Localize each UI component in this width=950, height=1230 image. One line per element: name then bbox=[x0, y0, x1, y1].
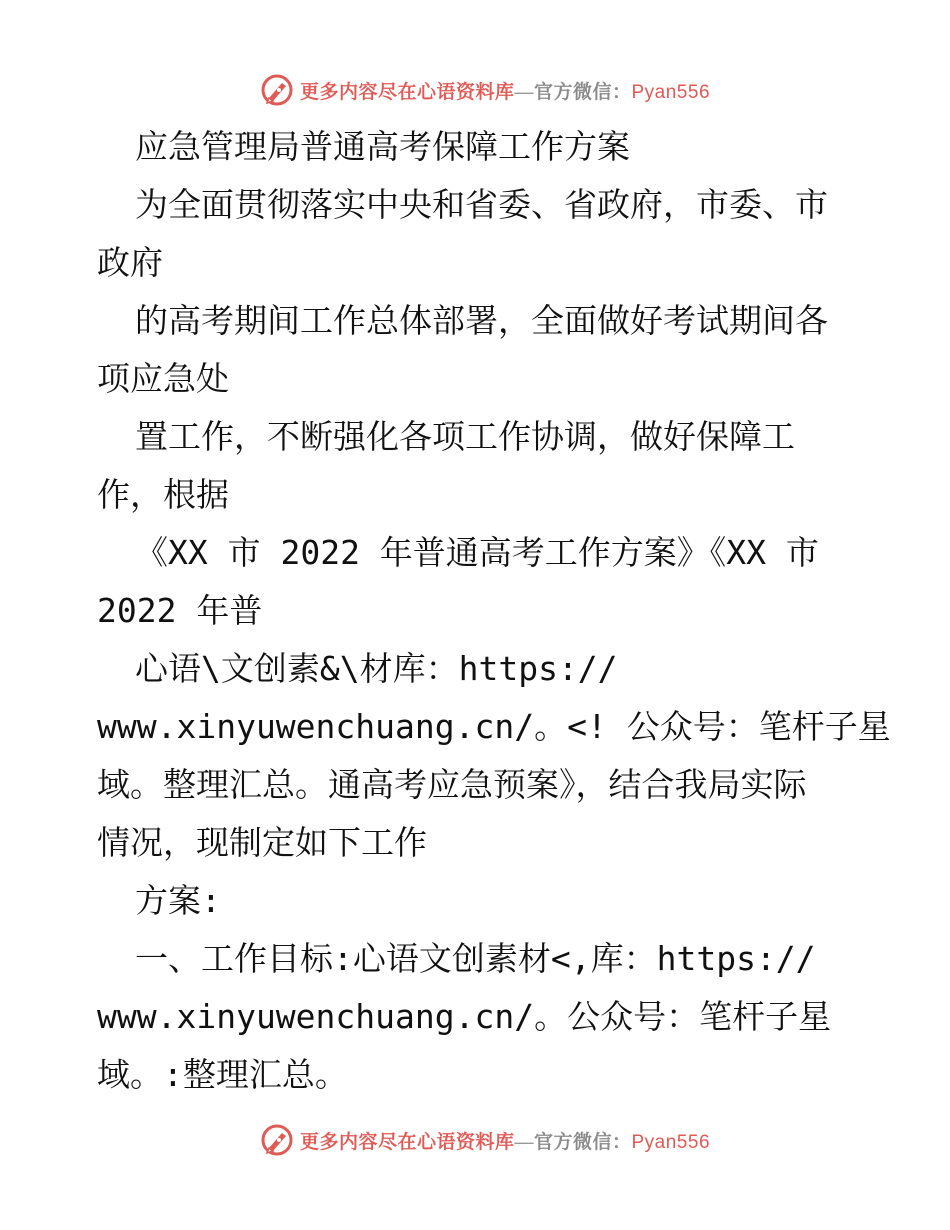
doc-line: 一、工作目标:心语文创素材<,库：https:// bbox=[135, 939, 816, 978]
header-banner-id: Pyan556 bbox=[631, 81, 711, 103]
doc-line: 域。:整理汇总。 bbox=[97, 1055, 348, 1094]
doc-line: 的高考期间工作总体部署，全面做好考试期间各 bbox=[135, 301, 828, 340]
doc-line: www.xinyuwenchuang.cn/。公众号：笔杆子星 bbox=[97, 997, 832, 1036]
header-banner-main: 更多内容尽在心语资料库 bbox=[299, 81, 515, 103]
pen-logo-icon bbox=[260, 73, 294, 107]
doc-line: 政府 bbox=[97, 243, 163, 282]
document-body bbox=[97, 118, 891, 1104]
header-banner-text bbox=[300, 77, 710, 104]
footer-banner bbox=[0, 1120, 950, 1160]
header-banner-dash: — bbox=[514, 81, 534, 103]
doc-line: 方案: bbox=[135, 881, 221, 920]
doc-line: 项应急处 bbox=[97, 359, 229, 398]
doc-line: 置工作，不断强化各项工作协调，做好保障工 bbox=[135, 417, 795, 456]
doc-line: 为全面贯彻落实中央和省委、省政府，市委、市 bbox=[135, 185, 828, 224]
footer-banner-label: 官方微信： bbox=[533, 1131, 632, 1153]
footer-banner-text bbox=[300, 1127, 710, 1154]
doc-line: 域。整理汇总。通高考应急预案》，结合我局实际 bbox=[97, 765, 807, 804]
header-banner-inner bbox=[260, 73, 710, 107]
doc-line: 2022 年普 bbox=[97, 591, 263, 630]
footer-banner-id: Pyan556 bbox=[631, 1131, 711, 1153]
doc-line: 心语\文创素&\材库：https:// bbox=[135, 649, 618, 688]
header-banner-label: 官方微信： bbox=[533, 81, 632, 103]
doc-line: 《XX 市 2022 年普通高考工作方案》《XX 市 bbox=[135, 533, 819, 572]
footer-banner-dash: — bbox=[514, 1131, 534, 1153]
header-banner bbox=[0, 70, 950, 110]
footer-banner-main: 更多内容尽在心语资料库 bbox=[299, 1131, 515, 1153]
doc-line: 作，根据 bbox=[97, 475, 229, 514]
doc-title: 应急管理局普通高考保障工作方案 bbox=[135, 127, 630, 166]
pen-logo-icon bbox=[260, 1123, 294, 1157]
doc-line: 情况，现制定如下工作 bbox=[97, 823, 427, 862]
footer-banner-inner bbox=[260, 1123, 710, 1157]
doc-line: www.xinyuwenchuang.cn/。<! 公众号：笔杆子星 bbox=[97, 707, 891, 746]
